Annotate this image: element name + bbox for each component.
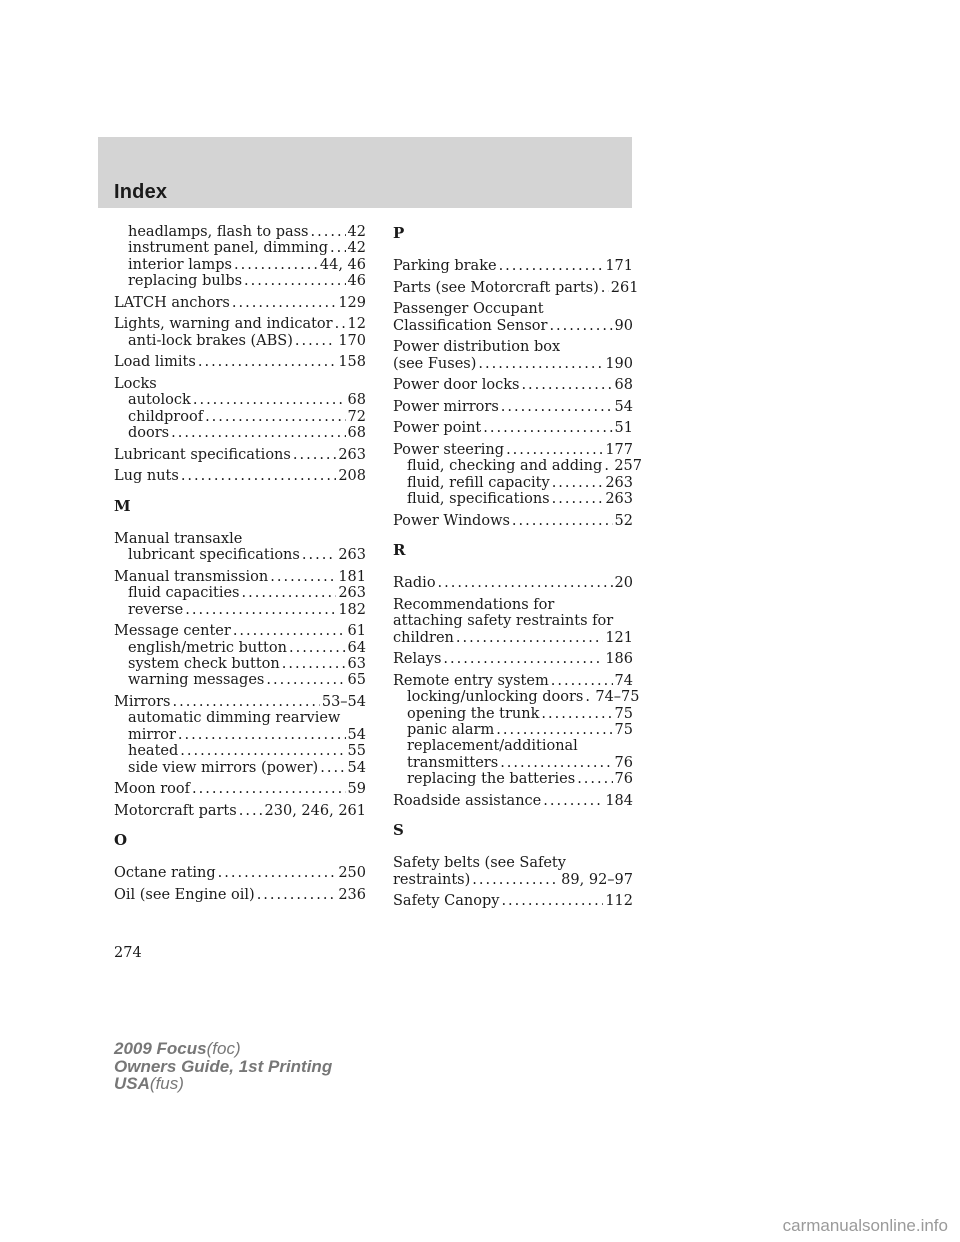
entry-page-ref: 63 (347, 656, 366, 673)
footer-market: USA (114, 1074, 150, 1093)
index-entry (114, 468, 366, 484)
header-band (98, 137, 632, 208)
index-entry (393, 513, 633, 529)
index-subentry (114, 710, 366, 726)
entry-text: LATCH anchors (114, 294, 230, 311)
entry-page-ref: 158 (338, 354, 366, 371)
entry-text: Octane rating (114, 865, 216, 882)
entry-page-ref: 230, 246, 261 (264, 802, 366, 819)
entry-text: replacing the batteries (407, 771, 576, 788)
entry-page-ref: 65 (347, 672, 366, 689)
entry-page-ref: 44, 46 (319, 256, 366, 273)
entry-text: doors (128, 425, 170, 442)
index-entry (114, 781, 366, 797)
dot-leader (601, 280, 609, 296)
dot-leader (311, 224, 346, 240)
entry-text: lubricant specifications (128, 547, 300, 564)
entry-text: reverse (128, 601, 184, 618)
dot-leader (192, 781, 346, 797)
index-entry (114, 694, 366, 710)
entry-page-ref: 263 (338, 585, 366, 602)
index-subentry (393, 458, 642, 475)
dot-leader (171, 425, 345, 441)
index-subentry (114, 640, 366, 656)
dot-leader (302, 547, 336, 563)
dot-leader (181, 468, 337, 484)
entry-text: heated (128, 743, 179, 760)
entry-page-ref: 51 (614, 420, 633, 437)
entry-page-ref: 52 (614, 512, 633, 529)
footer-printing-info (114, 1040, 332, 1093)
index-entry (393, 339, 633, 355)
dot-leader (577, 771, 612, 787)
section-letter: P (393, 224, 405, 242)
entry-page-ref: 74–75 (595, 689, 640, 706)
index-subentry (114, 425, 366, 441)
entry-text: Lug nuts (114, 468, 179, 485)
entry-text: Oil (see Engine oil) (114, 886, 255, 903)
entry-page-ref: 121 (605, 629, 633, 646)
index-subentry (114, 240, 366, 256)
entry-page-ref: 171 (605, 258, 633, 274)
index-subentry (114, 333, 366, 349)
index-entry (393, 279, 639, 296)
entry-text: children (393, 629, 454, 646)
entry-page-ref: 68 (347, 392, 366, 409)
entry-page-ref: 68 (347, 425, 366, 442)
index-entry (393, 258, 633, 274)
dot-leader (282, 656, 346, 672)
dot-leader (241, 585, 336, 601)
dot-leader (198, 354, 336, 370)
entry-text: panic alarm (407, 722, 495, 738)
index-entry (114, 447, 366, 463)
entry-page-ref: 54 (347, 759, 366, 776)
footer-model-code: (foc) (206, 1039, 241, 1058)
entry-text: opening the trunk (407, 705, 540, 722)
index-subentry (393, 491, 633, 507)
page-number: 274 (114, 945, 142, 961)
entry-page-ref: 170 (338, 332, 366, 349)
index-subentry (114, 547, 366, 563)
index-entry (393, 613, 633, 629)
dot-leader (604, 458, 612, 474)
dot-leader (496, 722, 612, 738)
section-letter: O (114, 831, 128, 850)
index-entry (393, 872, 633, 888)
index-subentry (393, 706, 633, 722)
index-entry (393, 377, 633, 393)
dot-leader (270, 569, 336, 585)
index-subentry (393, 689, 640, 706)
entry-page-ref: 64 (347, 639, 366, 656)
entry-text: Relays (393, 651, 442, 668)
entry-page-ref: 208 (338, 468, 366, 485)
dot-leader (501, 399, 613, 415)
entry-text: Passenger Occupant (393, 301, 544, 318)
dot-leader (180, 743, 345, 759)
entry-page-ref: 112 (605, 893, 633, 910)
index-subentry (114, 224, 366, 240)
entry-text: Recommendations for (393, 596, 555, 613)
dot-leader (233, 623, 346, 639)
section-letter: M (114, 496, 131, 515)
dot-leader (551, 673, 613, 689)
entry-text: Parking brake (393, 258, 497, 274)
entry-text: fluid, specifications (407, 491, 550, 508)
entry-page-ref: 55 (347, 743, 366, 760)
dot-leader (552, 491, 604, 507)
index-entry (393, 855, 633, 871)
index-subentry (114, 585, 366, 601)
dot-leader (443, 651, 603, 667)
entry-page-ref: 263 (338, 547, 366, 564)
entry-text: system check button (128, 656, 280, 673)
index-subentry (114, 760, 366, 776)
entry-text: (see Fuses) (393, 355, 477, 372)
dot-leader (218, 865, 337, 881)
index-subentry (393, 771, 633, 787)
dot-leader (185, 602, 336, 618)
entry-text: Classification Sensor (393, 317, 548, 334)
entry-text: Mirrors (114, 694, 171, 711)
index-entry (393, 630, 633, 646)
entry-page-ref: 190 (605, 355, 633, 372)
entry-text: attaching safety restraints for (393, 613, 614, 630)
entry-page-ref: 236 (338, 886, 366, 903)
entry-text: Locks (114, 376, 157, 392)
dot-leader (512, 513, 613, 529)
entry-text: Load limits (114, 354, 196, 371)
index-entry (114, 354, 366, 370)
entry-text: Safety Canopy (393, 893, 500, 910)
index-entry (393, 793, 633, 809)
entry-page-ref: 263 (605, 491, 633, 508)
entry-page-ref: 75 (614, 722, 633, 738)
footer-guide: Owners Guide, 1st Printing (114, 1056, 333, 1076)
dot-leader (541, 706, 612, 722)
index-entry (393, 301, 633, 317)
entry-page-ref: 61 (347, 623, 366, 640)
entry-text: Power point (393, 420, 482, 437)
index-column-left (114, 224, 366, 903)
entry-text: headlamps, flash to pass (128, 224, 309, 240)
entry-text: mirror (128, 726, 176, 743)
index-subentry (114, 602, 366, 618)
entry-text: Parts (see Motorcraft parts) (393, 279, 599, 296)
entry-page-ref: 59 (347, 781, 366, 798)
dot-leader (521, 377, 612, 393)
index-entry (393, 597, 633, 613)
dot-leader (506, 442, 603, 458)
entry-page-ref: 250 (338, 865, 366, 882)
dot-leader (320, 760, 345, 776)
dot-leader (478, 356, 603, 372)
entry-text: autolock (128, 392, 191, 409)
entry-page-ref: 54 (614, 398, 633, 415)
entry-text: Manual transaxle (114, 530, 243, 547)
entry-page-ref: 129 (338, 294, 366, 311)
page-title: Index (114, 181, 168, 203)
dot-leader (549, 318, 612, 334)
dot-leader (472, 872, 559, 888)
entry-page-ref: 263 (605, 474, 633, 491)
dot-leader (543, 793, 603, 809)
entry-text: replacing bulbs (128, 273, 243, 290)
index-entry (393, 442, 633, 458)
entry-text: childproof (128, 408, 204, 425)
dot-leader (456, 630, 603, 646)
entry-page-ref: 184 (605, 792, 633, 809)
index-subentry (114, 273, 366, 289)
entry-page-ref: 76 (614, 771, 633, 788)
watermark-link[interactable]: carmanualsonline.info (782, 1216, 948, 1235)
entry-text: Safety belts (see Safety (393, 855, 566, 872)
dot-leader (172, 694, 319, 710)
index-entry (393, 575, 633, 591)
dot-leader (500, 755, 612, 771)
entry-text: locking/unlocking doors (407, 689, 584, 706)
dot-leader (232, 295, 336, 311)
entry-page-ref: 75 (614, 705, 633, 722)
index-entry (393, 420, 633, 436)
dot-leader (499, 258, 604, 274)
index-entry (114, 316, 366, 332)
index-entry (114, 531, 366, 547)
index-entry (114, 623, 366, 639)
index-entry (114, 376, 366, 392)
entry-text: Power Windows (393, 512, 510, 529)
dot-leader (585, 689, 593, 705)
entry-text: Power mirrors (393, 398, 499, 415)
dot-leader (295, 333, 336, 349)
entry-page-ref: 42 (347, 224, 366, 240)
index-subentry (393, 722, 633, 738)
index-column-right (393, 224, 642, 910)
dot-leader (289, 640, 346, 656)
entry-text: instrument panel, dimming (128, 240, 328, 257)
entry-page-ref: 263 (338, 446, 366, 463)
index-entry (114, 887, 366, 903)
entry-text: transmitters (407, 754, 499, 771)
entry-page-ref: 12 (347, 316, 366, 333)
entry-page-ref: 54 (347, 726, 366, 743)
index-entry (114, 803, 366, 819)
entry-text: Roadside assistance (393, 792, 542, 809)
dot-leader (483, 420, 612, 436)
index-subentry (393, 738, 633, 754)
index-subentry (393, 755, 633, 771)
index-subentry (114, 257, 366, 273)
index-subentry (114, 727, 366, 743)
entry-text: fluid, checking and adding (407, 458, 603, 475)
entry-page-ref: 74 (614, 672, 633, 689)
index-entry (393, 356, 633, 372)
index-entry (393, 673, 633, 689)
entry-page-ref: 90 (614, 317, 633, 334)
entry-text: Radio (393, 575, 436, 592)
index-entry (393, 399, 633, 415)
entry-page-ref: 181 (338, 568, 366, 585)
footer-market-code: (fus) (149, 1074, 184, 1093)
section-letter: R (393, 541, 406, 560)
section-letter: S (393, 821, 404, 840)
dot-leader (330, 240, 346, 256)
entry-page-ref: 68 (614, 377, 633, 394)
entry-text: Power steering (393, 441, 505, 458)
entry-page-ref: 42 (347, 240, 366, 257)
entry-text: anti-lock brakes (ABS) (128, 332, 293, 349)
entry-text: replacement/additional (407, 738, 578, 755)
dot-leader (335, 316, 346, 332)
index-entry (393, 893, 633, 909)
entry-page-ref: 261 (610, 279, 639, 296)
dot-leader (244, 273, 346, 289)
entry-text: Power door locks (393, 377, 520, 394)
dot-leader (266, 672, 345, 688)
index-entry (393, 318, 633, 334)
entry-text: english/metric button (128, 639, 287, 656)
entry-text: fluid, refill capacity (407, 474, 550, 491)
entry-text: Lubricant specifications (114, 446, 291, 463)
entry-page-ref: 177 (605, 441, 633, 458)
index-subentry (114, 392, 366, 408)
entry-text: side view mirrors (power) (128, 759, 319, 776)
entry-text: Message center (114, 623, 231, 640)
entry-text: Manual transmission (114, 568, 269, 585)
entry-page-ref: 76 (614, 754, 633, 771)
dot-leader (205, 409, 345, 425)
entry-text: automatic dimming rearview (128, 710, 341, 727)
entry-text: Power distribution box (393, 339, 561, 356)
footer-model: 2009 Focus (114, 1039, 207, 1058)
entry-page-ref: 53–54 (321, 694, 366, 711)
entry-page-ref: 72 (347, 408, 366, 425)
index-entry (114, 295, 366, 311)
entry-text: Remote entry system (393, 672, 549, 689)
dot-leader (293, 447, 336, 463)
entry-page-ref: 186 (605, 651, 633, 668)
dot-leader (257, 887, 337, 903)
dot-leader (501, 893, 603, 909)
entry-page-ref: 89, 92–97 (561, 871, 633, 888)
index-subentry (114, 743, 366, 759)
dot-leader (438, 575, 613, 591)
entry-text: Motorcraft parts (114, 802, 237, 819)
dot-leader (552, 475, 604, 491)
dot-leader (193, 392, 346, 408)
entry-page-ref: 46 (347, 273, 366, 290)
dot-leader (178, 727, 346, 743)
entry-text: Lights, warning and indicator (114, 316, 333, 333)
dot-leader (234, 257, 318, 273)
entry-text: interior lamps (128, 256, 232, 273)
index-subentry (114, 409, 366, 425)
entry-text: restraints) (393, 871, 471, 888)
dot-leader (239, 803, 263, 819)
index-entry (114, 569, 366, 585)
index-subentry (114, 672, 366, 688)
index-entry (114, 865, 366, 881)
entry-text: warning messages (128, 672, 265, 689)
entry-text: fluid capacities (128, 585, 240, 602)
entry-text: Moon roof (114, 781, 191, 798)
index-subentry (114, 656, 366, 672)
entry-page-ref: 182 (338, 601, 366, 618)
index-entry (393, 651, 633, 667)
entry-page-ref: 20 (614, 575, 633, 592)
index-subentry (393, 475, 633, 491)
entry-page-ref: 257 (614, 458, 642, 475)
